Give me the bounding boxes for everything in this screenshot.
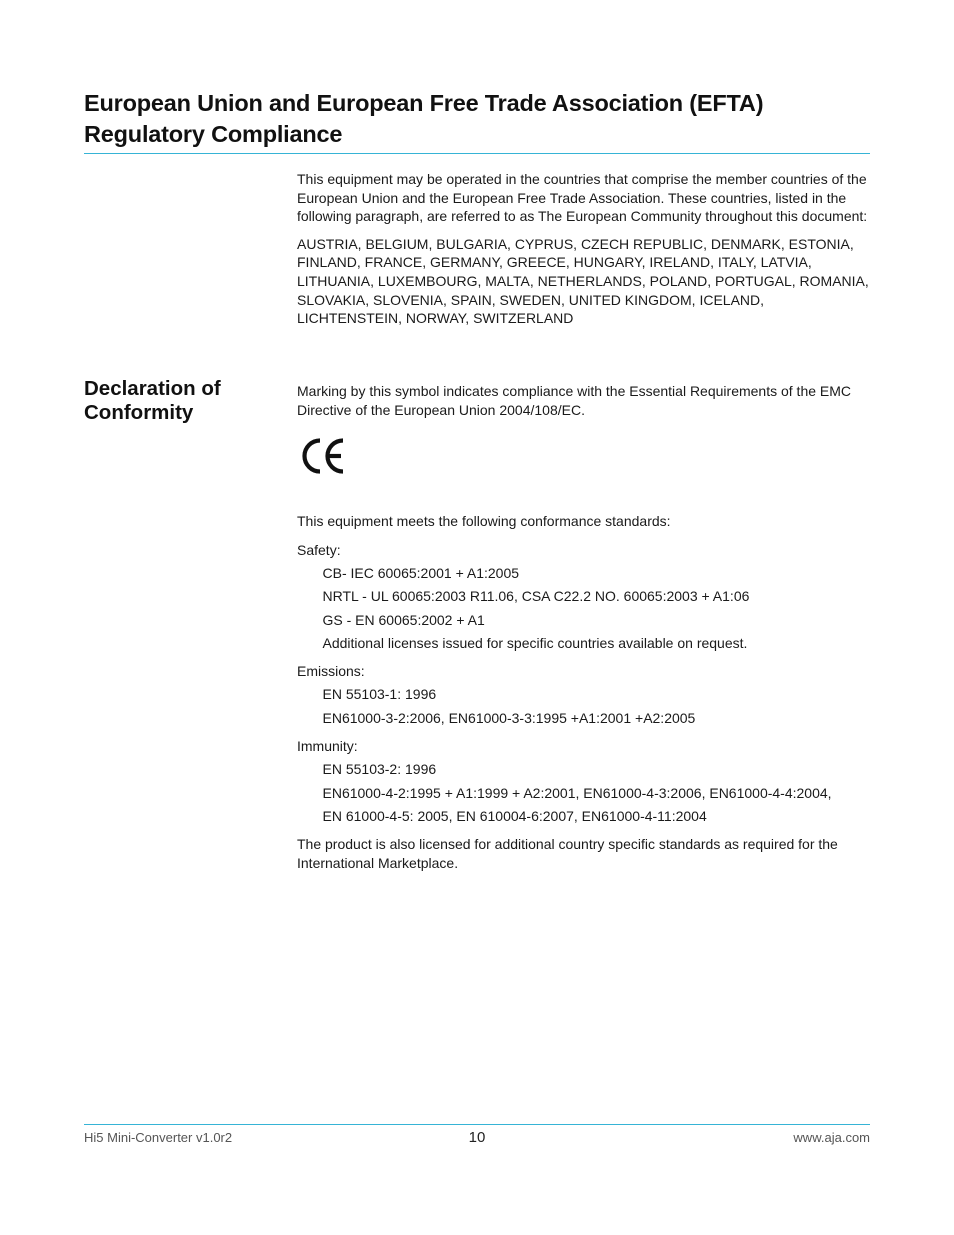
declaration-heading-line-1: Declaration of: [84, 377, 221, 400]
marking-text: Marking by this symbol indicates compliance with the Essential Requirements of the EMC Directive of the European Union 2004/108/EC.: [297, 383, 852, 418]
ce-mark-icon: [301, 436, 347, 476]
title-divider: [84, 153, 870, 154]
page-title: [84, 88, 884, 150]
declaration-heading-line-2: Conformity: [84, 401, 194, 424]
meets-text: This equipment meets the following conformance standards:: [297, 513, 671, 529]
closing-text: The product is also licensed for additional country specific standards as required for the International Marketplace.: [297, 836, 838, 871]
emissions-item: EN61000-3-2:2006, EN61000-3-3:1995 +A1:2001 +A2:2005: [322, 710, 696, 726]
safety-item: GS - EN 60065:2002 + A1: [322, 612, 485, 628]
immunity-item: EN61000-4-2:1995 + A1:1999 + A2:2001, EN61000-4-3:2006, EN61000-4-4:2004,: [322, 785, 832, 801]
footer-divider: [84, 1124, 870, 1125]
immunity-item: EN 61000-4-5: 2005, EN 610004-6:2007, EN61000-4-11:2004: [322, 808, 707, 824]
footer-document-title: Hi5 Mini-Converter v1.0r2: [84, 1130, 233, 1145]
emissions-label: Emissions:: [297, 663, 365, 679]
country-list: AUSTRIA, BELGIUM, BULGARIA, CYPRUS, CZECH REPUBLIC, DENMARK, ESTONIA, FINLAND, FRANCE, GERMANY, GREECE, HUNGARY, IRELAND, ITALY, LATVIA, LITHUANIA, LUXEMBOURG, MALTA, NETHERLANDS, POLAND, PORTUGAL, ROMANIA, SLOVAKIA, SLOVENIA, SPAIN, SWEDEN, UNITED KINGDOM, ICELAND, LICHTENSTEIN, NORWAY, SWITZERLAND: [297, 235, 869, 327]
page-title-line-2: Regulatory Compliance: [84, 121, 343, 147]
safety-item: CB- IEC 60065:2001 + A1:2005: [322, 565, 520, 581]
immunity-label: Immunity:: [297, 738, 358, 754]
page-number: 10: [468, 1129, 486, 1146]
intro-paragraph: This equipment may be operated in the countries that comprise the member countries of the European Union and the European Free Trade Association. These countries, listed in the following paragraph, are referred to as The European Community throughout this document:: [297, 171, 868, 225]
safety-item: NRTL - UL 60065:2003 R11.06, CSA C22.2 NO. 60065:2003 + A1:06: [322, 588, 750, 604]
intro-section: [297, 170, 872, 328]
immunity-item: EN 55103-2: 1996: [322, 761, 437, 777]
declaration-heading: [84, 377, 274, 425]
footer-website: www.aja.com: [793, 1130, 870, 1145]
safety-label: Safety:: [297, 542, 341, 558]
safety-item: Additional licenses issued for specific countries available on request.: [322, 635, 748, 651]
page-title-line-1: European Union and European Free Trade Association (EFTA): [84, 90, 764, 116]
emissions-item: EN 55103-1: 1996: [322, 686, 437, 702]
